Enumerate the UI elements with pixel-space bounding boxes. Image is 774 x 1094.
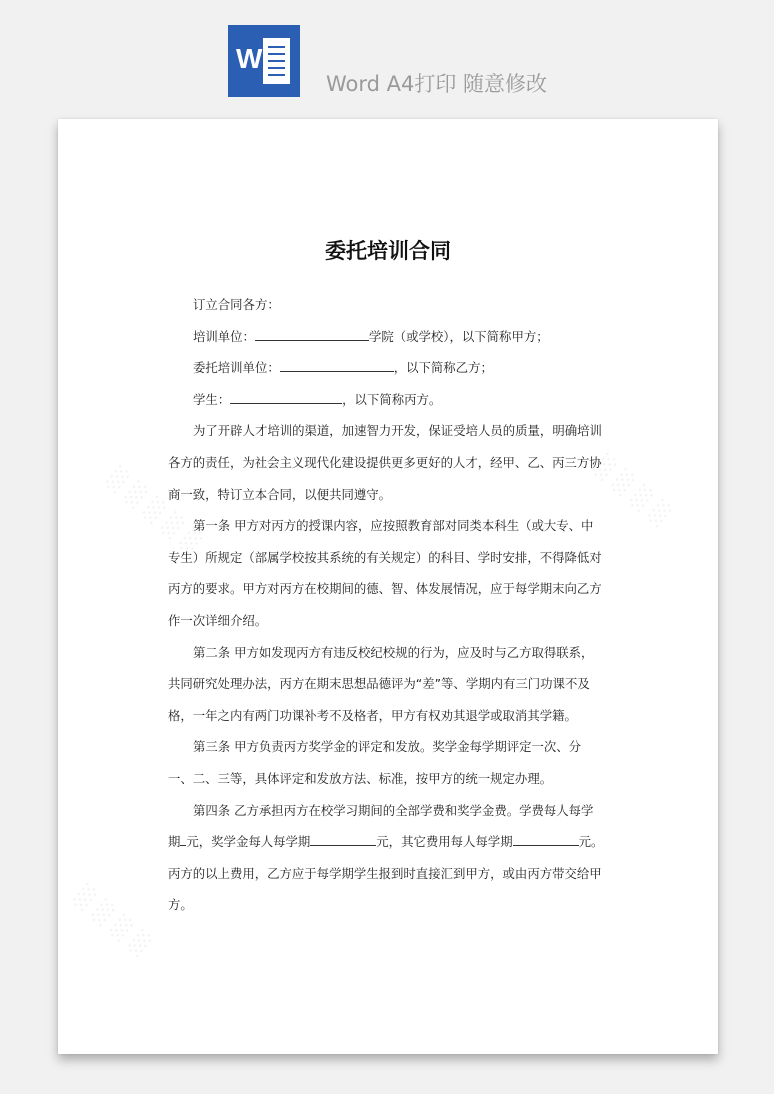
word-logo-letter: W xyxy=(236,43,263,74)
paragraph-text: 元，其它费用每人每学期 xyxy=(376,834,513,850)
paragraph: 第一条 甲方对丙方的授课内容，应按照教育部对同类本科生（或大专、中专生）所规定（部属学校按其系统的有关规定）的科目、学时安排，不得降低对丙方的要求。甲方对丙方在校期间的德、智、体发展情况，应于每学期末向乙方作一次详细介绍。 xyxy=(168,518,602,628)
paragraph: 第二条 甲方如发现丙方有违反校纪校规的行为，应及时与乙方取得联系，共同研究处理办法，丙方在期末思想品德评为“差”等、学期内有三门功课不及格，一年之内有两门功课补考不及格者，甲方有权劝其退学或取消其学籍。 xyxy=(168,644,594,723)
paragraph xyxy=(168,795,604,921)
word-icon xyxy=(228,25,300,97)
watermark: ░ ░ ░ ░ ░ xyxy=(103,465,206,558)
document-lines-icon xyxy=(263,38,290,84)
fill-blank xyxy=(280,357,394,372)
paragraph: 为了开辟人才培训的渠道，加速智力开发，保证受培人员的质量，明确培训各方的责任，为社会主义现代化建设提供更多更好的人才，经甲、乙、丙三方协商一致，特订立本合同，以便共同遵守。 xyxy=(168,423,602,502)
paragraph-text: 元，奖学金每人每学期 xyxy=(186,834,311,850)
paragraph-text: 学生： xyxy=(193,391,231,407)
paragraph xyxy=(168,321,604,353)
paragraph xyxy=(168,384,604,416)
document-body xyxy=(168,289,604,921)
paragraph-text: ，以下简称丙方。 xyxy=(342,391,442,407)
paragraph-text: 订立合同各方： xyxy=(193,297,280,312)
fill-blank xyxy=(230,389,342,404)
paragraph-text: 委托培训单位： xyxy=(193,360,280,376)
paragraph-text: ，以下简称乙方； xyxy=(393,360,493,376)
paragraph xyxy=(168,289,604,321)
fill-blank xyxy=(255,326,369,341)
header-title: Word A4打印 随意修改 xyxy=(326,72,548,96)
document-title: 委托培训合同 xyxy=(325,239,451,263)
fill-blank xyxy=(310,831,376,846)
paragraph: 第三条 甲方负责丙方奖学金的评定和发放。奖学金每学期评定一次、分一、二、三等，具体评定和发放方法、标准，按甲方的统一规定办理。 xyxy=(168,739,582,786)
fill-blank xyxy=(513,831,579,846)
paragraph-text: 培训单位： xyxy=(193,328,255,344)
paragraph-text: 学院（或学校），以下简称甲方； xyxy=(368,328,549,344)
paragraph-text: 元。丙方的以上费用，乙方应于每学期学生报到时直接汇到甲方，或由丙方带交给甲方。 xyxy=(168,834,604,913)
watermark: ░ ░ ░ ░ xyxy=(70,883,155,960)
watermark: ░ ░ ░ ░ xyxy=(590,453,675,530)
paragraph xyxy=(168,352,604,384)
paragraph-text: 第四条 乙方承担丙方在校学习期间的全部学费和奖学金费。学费每人每学期 xyxy=(168,802,594,850)
header xyxy=(0,0,774,118)
document-page xyxy=(58,119,718,1054)
